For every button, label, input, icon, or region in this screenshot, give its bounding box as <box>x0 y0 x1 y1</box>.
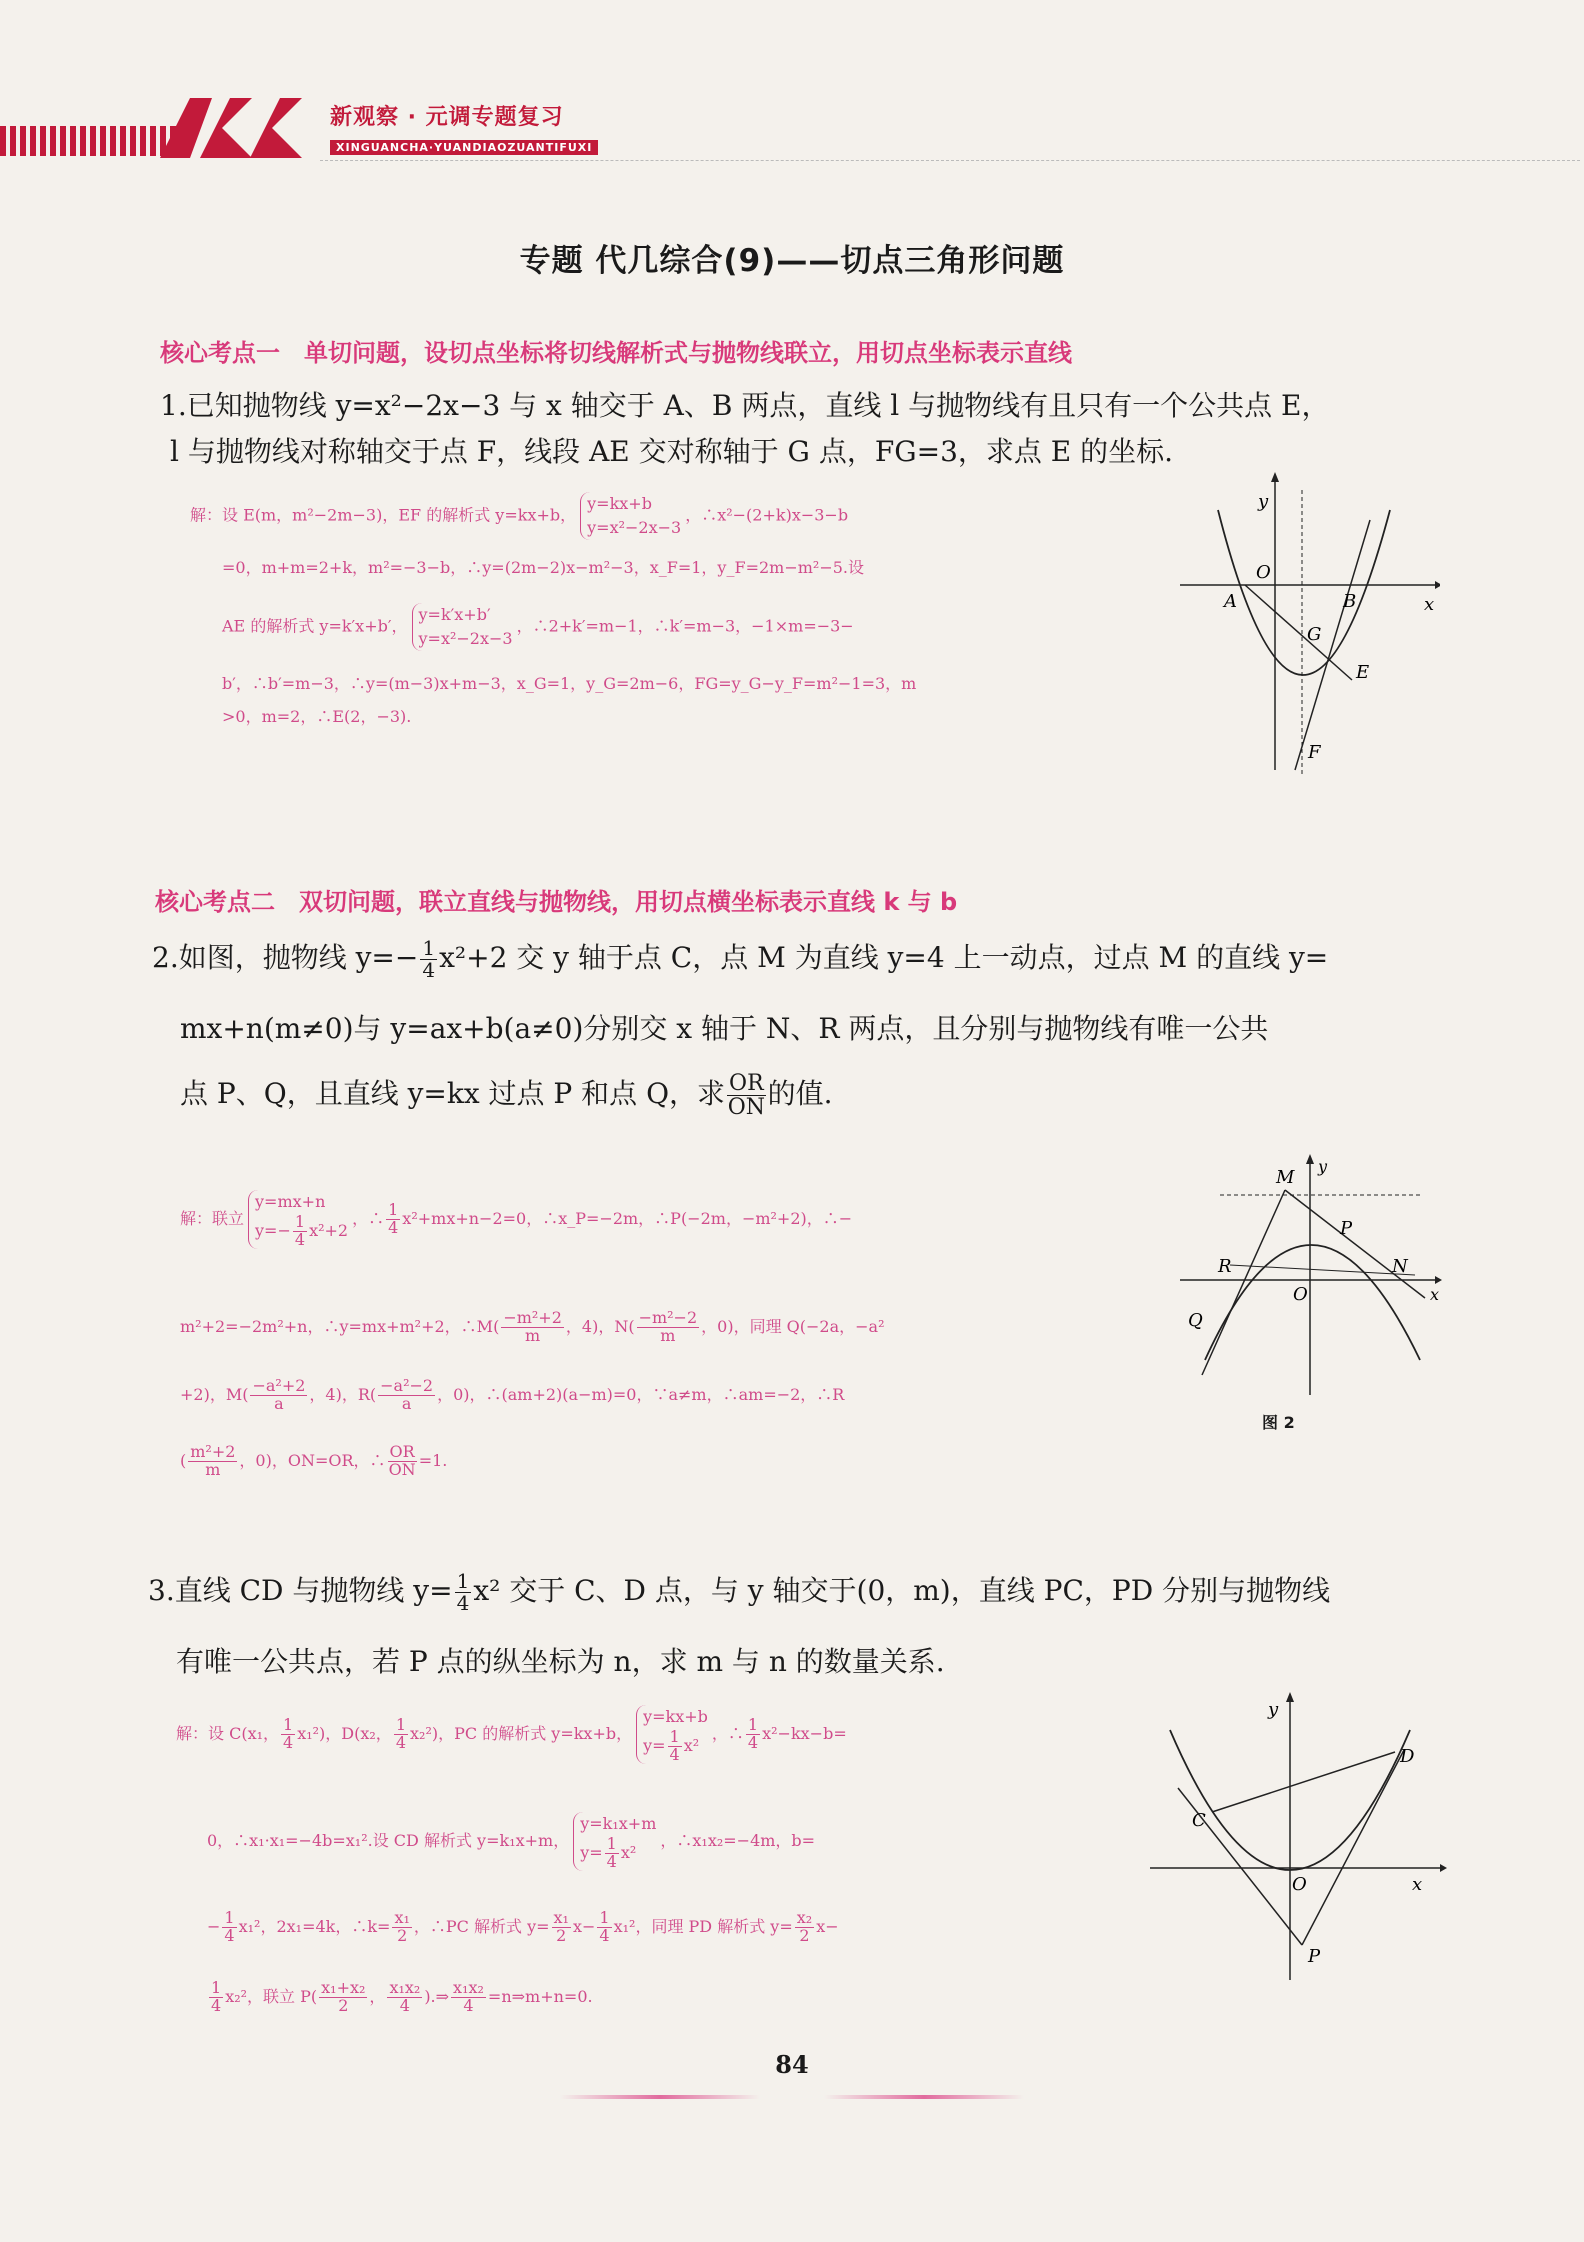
question-2-line-1: 2.如图，抛物线 y=− $\frac{1}{4}$ x²+2 交 y 轴于点 C，点 M 为直线 y=4 上一动点，过点 M 的直线 y= <box>152 936 1329 982</box>
solution-1-line-d: b′，∴b′=m−3，∴y=(m−3)x+m−3，x_G=1，y_G=2m−6，FG=y_G−y_F=m²−1=3，m <box>222 674 917 693</box>
fig2-label-Q: Q <box>1188 1310 1203 1331</box>
solution-3-line-b: 0，∴x₁·x₁=−4b=x₁².设 CD 解析式 y=k₁x+m， y=k₁x+m y= $\frac{1}{4}$ x² ，∴x₁x₂=−4m，b= <box>207 1814 816 1871</box>
figure-2-caption: 图 2 <box>1262 1413 1295 1432</box>
figure-1 <box>1180 470 1440 794</box>
solution-3-line-d: $\frac{1}{4}$ x₂²，联立 P( $\frac{\text{x₁+x₂}}{2}$ ， $\frac{\text{x₁x₂}}{4}$ ).⇒ $\frac{\text{x₁x₂}}{4}$ =n⇒m+n=0. <box>211 1978 593 2015</box>
fig3-label-O: O <box>1292 1874 1307 1895</box>
solution-1-line-e: >0，m=2，∴E(2，−3). <box>222 707 412 726</box>
solution-3-line-a: 解：设 C(x₁， $\frac{1}{4}$ x₁²)，D(x₂， $\frac{1}{4}$ x₂²)，PC 的解析式 y=kx+b， y=kx+b y= $\frac{1}{4}$ x² ，∴ $\frac{1}{4}$ x²−kx−b= <box>176 1707 847 1764</box>
header-chevron-icon <box>160 96 330 160</box>
figure-2 <box>1180 1150 1450 1404</box>
fig3-label-D: D <box>1400 1746 1415 1767</box>
fig1-label-G: G <box>1307 624 1322 645</box>
solution-2-line-d: ( $\frac{\text{m²+2}}{m}$ ，0)，ON=OR，∴ $\frac{OR}{ON}$ =1. <box>180 1442 448 1479</box>
question-2-line-3: 点 P、Q，且直线 y=kx 过点 P 和点 Q，求 $\frac{OR}{ON}$ 的值. <box>180 1070 833 1120</box>
solution-2-line-b: m²+2=−2m²+n，∴y=mx+m²+2，∴M( $\frac{\text{−m²+2}}{m}$ ，4)，N( $\frac{\text{−m²−2}}{m}$ ，0)，同理 Q(−2a，−a² <box>180 1308 885 1345</box>
fig2-line-MQ <box>1202 1190 1285 1375</box>
series-title: 新观察 · 元调专题复习 <box>330 105 564 130</box>
fig1-label-E: E <box>1356 662 1370 683</box>
question-2-line-2: mx+n(m≠0)与 y=ax+b(a≠0)分别交 x 轴于 N、R 两点，且分别与抛物线有唯一公共 <box>180 1012 1269 1045</box>
question-1-line-1: 1.已知抛物线 y=x²−2x−3 与 x 轴交于 A、B 两点，直线 l 与抛物线有且只有一个公共点 E， <box>160 389 1330 422</box>
fig2-label-y: y <box>1318 1157 1328 1176</box>
fig3-label-x: x <box>1412 1874 1423 1895</box>
fig2-label-O: O <box>1293 1284 1308 1305</box>
fig2-label-M: M <box>1276 1167 1295 1188</box>
fig2-label-R: R <box>1218 1256 1232 1277</box>
fig1-parabola <box>1218 510 1390 675</box>
fig2-label-P: P <box>1340 1218 1353 1239</box>
solution-2-line-c: +2)，M( $\frac{\text{−a²+2}}{a}$ ，4)，R( $\frac{\text{−a²−2}}{a}$ ，0)，∴(am+2)(a−m)=0，∵a≠m，∴am=−2，∴R <box>180 1376 845 1413</box>
figure-3 <box>1150 1690 1450 1994</box>
page-number: 84 <box>775 2050 809 2079</box>
fig3-label-C: C <box>1192 1810 1206 1831</box>
fig1-label-F: F <box>1308 742 1321 763</box>
page-number-rule-left <box>560 2095 760 2099</box>
solution-2-line-a: 解：联立 y=mx+n y=− $\frac{1}{4}$ x²+2 ，∴ $\frac{1}{4}$ x²+mx+n−2=0，∴x_P=−2m，∴P(−2m，−m²+2)，∴− <box>180 1192 853 1249</box>
fig3-line-PD <box>1302 1750 1404 1945</box>
fig2-parabola <box>1205 1245 1420 1360</box>
fig1-label-O: O <box>1256 562 1271 583</box>
fig1-tangent-line-l <box>1295 520 1370 770</box>
header-divider <box>320 160 1580 161</box>
fig2-line-MN <box>1285 1190 1425 1298</box>
fig3-line-CD <box>1212 1752 1395 1812</box>
question-1-line-2: l 与抛物线对称轴交于点 F，线段 AE 交对称轴于 G 点，FG=3，求点 E 的坐标. <box>170 435 1174 468</box>
fig2-label-N: N <box>1392 1256 1408 1277</box>
series-pinyin: XINGUANCHA·YUANDIAOZUANTIFUXI <box>330 140 598 155</box>
fig1-label-y: y <box>1258 491 1269 512</box>
fig2-label-x: x <box>1430 1285 1440 1304</box>
question-3-line-1: 3.直线 CD 与抛物线 y= $\frac{1}{4}$ x² 交于 C、D 点，与 y 轴交于(0，m)，直线 PC，PD 分别与抛物线 <box>148 1569 1331 1615</box>
page-number-rule-right <box>824 2095 1024 2099</box>
fig3-label-P: P <box>1308 1946 1321 1967</box>
fig1-label-A: A <box>1224 591 1237 612</box>
page-title: 专题 代几综合(9)——切点三角形问题 <box>519 243 1065 279</box>
keypoint-2: 核心考点二 双切问题，联立直线与抛物线，用切点横坐标表示直线 k 与 b <box>155 888 958 916</box>
header-stripe <box>0 126 180 156</box>
solution-1-line-a: 解：设 E(m，m²−2m−3)，EF 的解析式 y=kx+b， y=kx+b y=x²−2x−3 ，∴x²−(2+k)x−3−b <box>190 492 848 540</box>
question-3-line-2: 有唯一公共点，若 P 点的纵坐标为 n，求 m 与 n 的数量关系. <box>176 1645 945 1678</box>
fig3-label-y: y <box>1268 1699 1279 1720</box>
fig1-label-B: B <box>1343 591 1357 612</box>
solution-1-line-c: AE 的解析式 y=k′x+b′， y=k′x+b′ y=x²−2x−3 ，∴2+k′=m−1，∴k′=m−3，−1×m=−3− <box>222 603 854 651</box>
keypoint-1: 核心考点一 单切问题，设切点坐标将切线解析式与抛物线联立，用切点坐标表示直线 <box>160 339 1072 367</box>
solution-3-line-c: − $\frac{1}{4}$ x₁²，2x₁=4k，∴k= $\frac{\text{x₁}}{2}$ ，∴PC 解析式 y= $\frac{\text{x₁}}{2}$ x− $\frac{1}{4}$ x₁²，同理 PD 解析式 y= $\frac{\text{x₂}}{2}$ x− <box>207 1908 839 1945</box>
solution-1-line-b: =0，m+m=2+k，m²=−3−b，∴y=(2m−2)x−m²−3，x_F=1，y_F=2m−m²−5.设 <box>222 558 864 577</box>
fig1-label-x: x <box>1424 594 1435 615</box>
